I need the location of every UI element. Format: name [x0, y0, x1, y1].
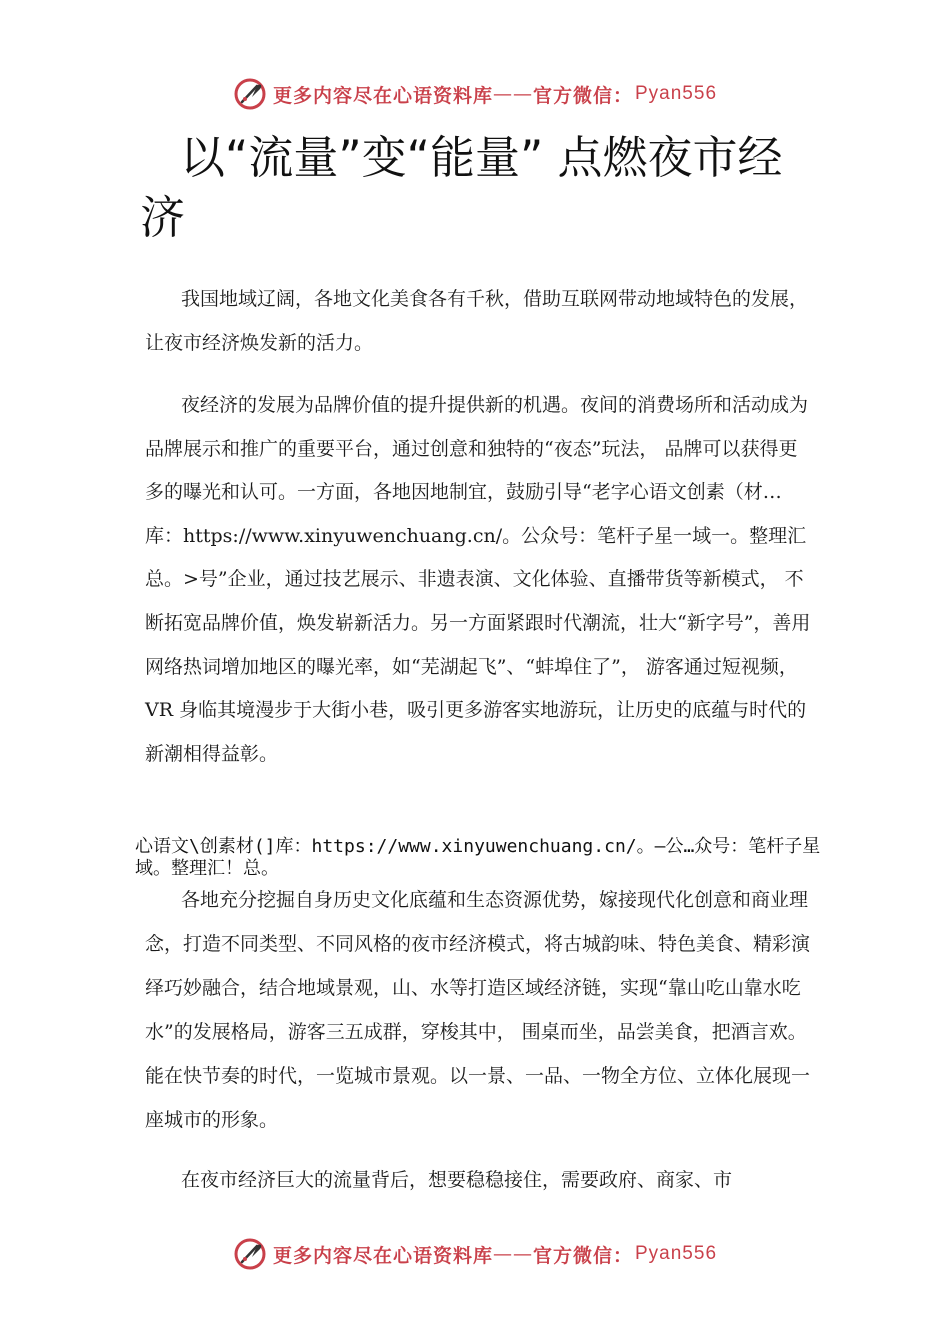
- banner-wechat-label: 官方微信：: [532, 84, 633, 107]
- article-paragraph: 我国地域辽阔，各地文化美食各有千秋，借助互联网带动地域特色的发展，让夜市经济焕发新的活力。: [145, 288, 809, 354]
- banner-dash: ——: [492, 1243, 533, 1265]
- article-paragraph: 各地充分挖掘自身历史文化底蕴和生态资源优势，嫁接现代化创意和商业理念，打造不同类型、不同风格的夜市经济模式，将古城韵味、特色美食、精彩演绎巧妙融合，结合地域景观，山、水等打造区域经济链，实现“靠山吃山靠水吃水”的发展格局，游客三五成群，穿梭其中， 围桌而坐，品尝美食，把酒言欢。能在快节奏的时代，一览城市景观。以一景、一品、一物全方位、立体化展现一座城市的形象。: [145, 889, 811, 1131]
- banner-wechat-id: Pyan556: [635, 83, 718, 104]
- banner-brand-text: 更多内容尽在心语资料库: [272, 1244, 493, 1267]
- banner-wechat-id: Pyan556: [635, 1243, 718, 1264]
- header-banner: [0, 72, 950, 116]
- banner-dash: ——: [492, 83, 533, 105]
- quill-logo-icon: [233, 1237, 267, 1271]
- banner-wechat-label: 官方微信：: [532, 1244, 633, 1267]
- article-paragraph: 在夜市经济巨大的流量背后，想要稳稳接住，需要政府、商家、市: [181, 1169, 733, 1191]
- banner-brand-text: 更多内容尽在心语资料库: [272, 84, 493, 107]
- footer-banner: [0, 1232, 950, 1276]
- article-paragraph: 夜经济的发展为品牌价值的提升提供新的机遇。夜间的消费场所和活动成为品牌展示和推广的重要平台，通过创意和独特的“夜态”玩法， 品牌可以获得更多的曝光和认可。一方面，各地因地制宜，鼓励引导“老字心语文创素（材…库：https://www.xinyuwenchuang.cn/。公众号：笔杆子星一域一。整理汇总。>号”企业，通过技艺展示、非遗表演、文化体验、直播带货等新模式， 不断拓宽品牌价值，焕发崭新活力。另一方面紧跟时代潮流，壮大“新字号”，善用网络热词增加地区的曝光率，如“芜湖起飞”、“蚌埠住了”， 游客通过短视频，VR 身临其境漫步于大街小巷，吸引更多游客实地游玩，让历史的底蕴与时代的新潮相得益彰。: [145, 394, 811, 765]
- watermark-line: 心语文\创素材(]库：https://www.xinyuwenchuang.cn/。—公…众号：笔杆子星域。整理汇！总。: [135, 836, 821, 879]
- article-title: 以“流量”变“能量” 点燃夜市经济: [140, 131, 783, 244]
- quill-logo-icon: [233, 77, 267, 111]
